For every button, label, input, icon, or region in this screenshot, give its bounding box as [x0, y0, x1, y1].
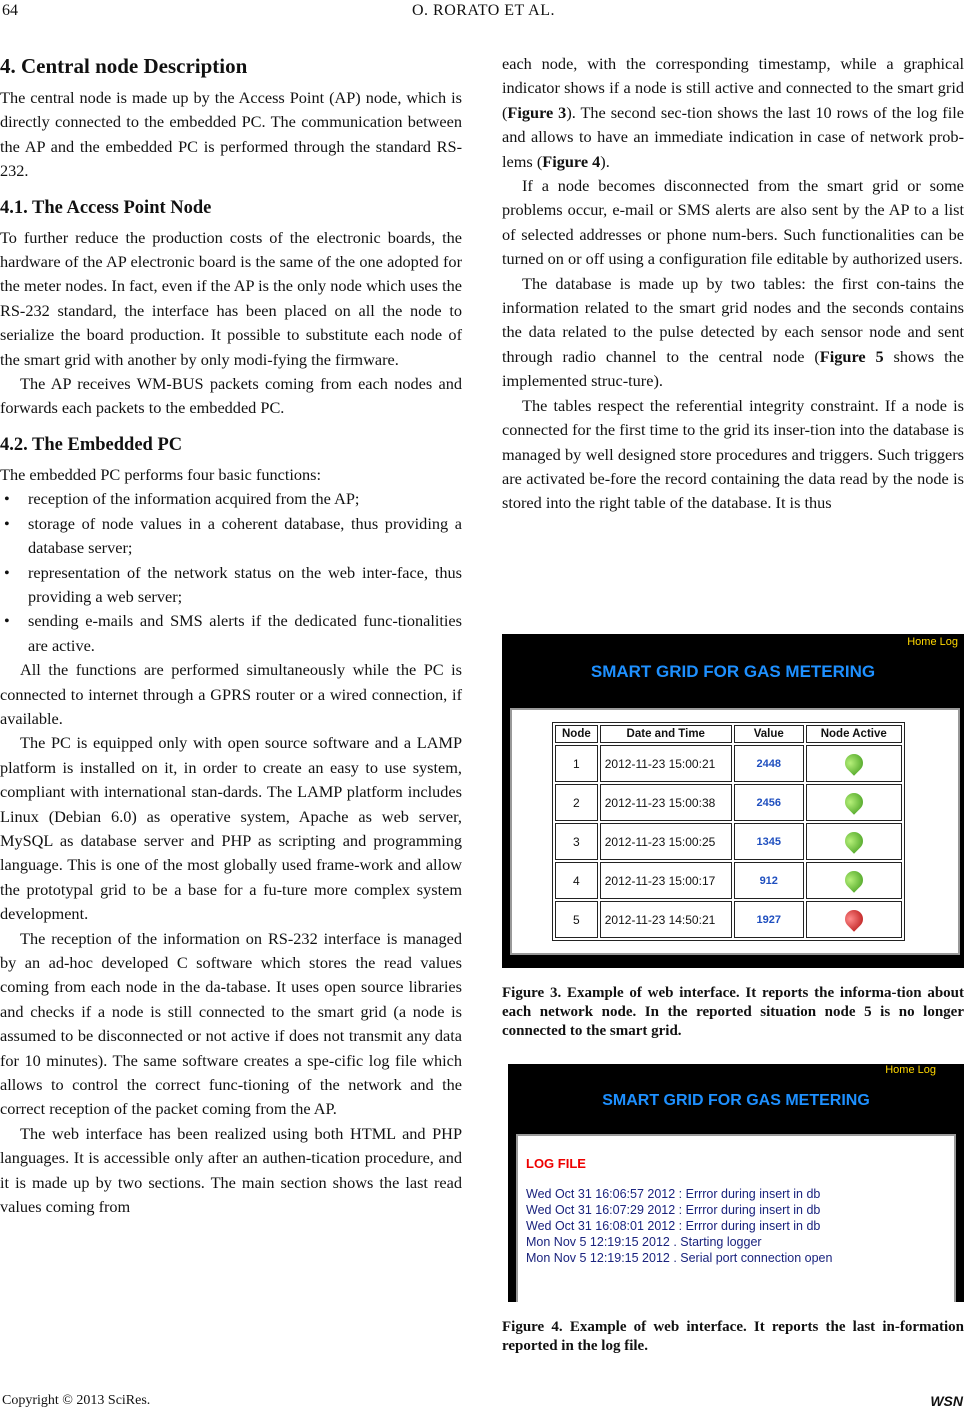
log-line: Wed Oct 31 16:07:29 2012 : Errror during insert in db — [526, 1203, 821, 1217]
column-header-datetime: Date and Time — [600, 725, 732, 743]
node-id: 4 — [555, 862, 598, 899]
node-table — [552, 722, 905, 941]
column-header-value: Value — [734, 725, 804, 743]
node-id: 2 — [555, 784, 598, 821]
app-title: SMART GRID FOR GAS METERING — [590, 662, 876, 681]
timestamp: 2012-11-23 14:50:21 — [600, 901, 732, 938]
list-item — [4, 512, 462, 561]
node-id: 3 — [555, 823, 598, 860]
function-list — [0, 487, 462, 658]
paragraph: The database is made up by two tables: the first con-tains the information related to the smart grid nodes and the seconds contains the data related to the pulse detected by each sensor node and sent through radio channel to the central node (Figure 5 shows the implemented struc-ture). — [502, 273, 964, 391]
log-line: Mon Nov 5 12:19:15 2012 . Serial port connection open — [526, 1251, 833, 1265]
figure-reference: Figure 4 — [542, 151, 601, 171]
running-header — [0, 0, 967, 30]
paragraph: The AP receives WM-BUS packets coming from each nodes and forwards each packets to the embedded PC. — [0, 374, 462, 418]
table-row — [555, 745, 902, 782]
paragraph: To further reduce the production costs of the electronic boards, the hardware of the AP electronic board is the same of the one adopted for the meter nodes. In fact, even if the AP is the only node which uses the RS-232 standard, the interface has been placed on all the node to serialize the board production. It possible to substitute each node of the smart grid with another by only modi-fying the firmware. — [0, 227, 462, 369]
figure-reference: Figure 3 — [507, 102, 567, 122]
log-heading: LOG FILE — [526, 1156, 586, 1171]
table-row — [555, 823, 902, 860]
active-marker-icon — [841, 750, 866, 775]
meter-value: 1927 — [734, 901, 804, 938]
timestamp: 2012-11-23 15:00:25 — [600, 823, 732, 860]
paragraph: If a node becomes disconnected from the smart grid or some problems occur, e-mail or SMS alerts are also sent by the AP to a list of selected addresses or phone num-bers. Such functionalities can be turned on or off using a configuration file editable by authorized users. — [502, 176, 964, 269]
column-header-node: Node — [555, 725, 598, 743]
list-item-text: sending e-mails and SMS alerts if the dedicated func-tionalities are active. — [28, 611, 462, 655]
timestamp: 2012-11-23 15:00:38 — [600, 784, 732, 821]
paragraph: The web interface has been realized using both HTML and PHP languages. It is accessible only after an authen-tication procedure, and it is made up by two sections. The main section shows the last read values coming from — [0, 1123, 462, 1217]
log-line: Mon Nov 5 12:19:15 2012 . Starting logger — [526, 1235, 762, 1249]
right-column — [502, 52, 964, 516]
log-lines — [526, 1186, 832, 1266]
figure-3-screenshot — [502, 634, 964, 968]
active-marker-icon — [841, 789, 866, 814]
paragraph: The central node is made up by the Access Point (AP) node, which is directly connected to the embedded PC. The communication between the AP and the embedded PC is performed through the standard RS-232. — [0, 88, 462, 181]
bullet-icon: • — [4, 489, 10, 509]
table-row — [555, 862, 902, 899]
list-item — [4, 609, 462, 658]
paragraph: The embedded PC performs four basic functions: — [0, 464, 322, 484]
paragraph: each node, with the corresponding timestamp, while a graphical indicator shows if a node is still active and connected to the smart grid (Figure 3). The second sec-tion shows the last 10 rows of the log file and allows to have an immediate indication in case of network prob-lems (Figure 4). — [502, 54, 964, 171]
figure-4-caption: Figure 4. Example of web interface. It reports the last in-formation reported in the log file. — [502, 1319, 964, 1354]
left-column — [0, 52, 462, 1219]
running-authors: O. RORATO ET AL. — [412, 2, 555, 19]
column-header-active: Node Active — [806, 725, 902, 743]
content-panel — [510, 708, 960, 955]
list-item-text: storage of node values in a coherent database, thus providing a database server; — [28, 513, 462, 558]
figure-3-caption: Figure 3. Example of web interface. It reports the informa-tion about each network node. In the reported situation node 5 is no longer connected to the smart grid. — [502, 985, 964, 1039]
paragraph: All the functions are performed simultaneously while the PC is connected to internet through a GPRS router or a wired connection, if available. — [0, 660, 462, 728]
meter-value: 912 — [734, 862, 804, 899]
section-title: 4. Central node Description — [0, 54, 248, 78]
list-item-text: representation of the network status on the web inter-face, thus providing a web server; — [28, 562, 462, 606]
node-id: 5 — [555, 901, 598, 938]
page-number: 64 — [2, 2, 18, 19]
nav-links: Home Log — [885, 1064, 936, 1076]
paragraph: The tables respect the referential integrity constraint. If a node is connected for the first time to the grid its inser-tion into the database is managed by well designed store procedures and triggers. Such triggers are activated be-fore the record containing the data read by the node is stored into the right table of the database. It is thus — [502, 395, 964, 513]
bullet-icon: • — [4, 611, 10, 631]
figure-4-screenshot — [508, 1064, 964, 1302]
bullet-icon: • — [4, 513, 10, 533]
timestamp: 2012-11-23 15:00:17 — [600, 862, 732, 899]
list-item-text: reception of the information acquired from the AP; — [28, 489, 360, 509]
log-panel — [516, 1134, 956, 1302]
log-line: Wed Oct 31 16:06:57 2012 : Errror during insert in db — [526, 1187, 821, 1201]
timestamp: 2012-11-23 15:00:21 — [600, 745, 732, 782]
nav-links: Home Log — [907, 636, 958, 648]
list-item — [4, 561, 462, 610]
meter-value: 2456 — [734, 784, 804, 821]
active-marker-icon — [841, 867, 866, 892]
log-line: Wed Oct 31 16:08:01 2012 : Errror during insert in db — [526, 1219, 821, 1233]
inactive-marker-icon — [841, 906, 866, 931]
journal-name: WSN — [930, 1393, 963, 1409]
list-item — [4, 487, 462, 511]
subsection-title: 4.1. The Access Point Node — [0, 197, 212, 218]
table-row — [555, 901, 902, 938]
meter-value: 1345 — [734, 823, 804, 860]
app-title: SMART GRID FOR GAS METERING — [602, 1092, 870, 1109]
node-id: 1 — [555, 745, 598, 782]
subsection-title: 4.2. The Embedded PC — [0, 434, 183, 455]
paragraph: The reception of the information on RS-232 interface is managed by an ad-hoc developed C software which stores the read values coming from each node in the da-tabase. It uses open source libraries and checks if a node is still connected to the smart grid (a node is assumed to be disconnected or not active if does not transmit any data for 10 minutes). The same software creates a spe-cific log file which allows to control the correct func-tioning of the network and the correct reception of the packet coming from the AP. — [0, 928, 462, 1119]
meter-value: 2448 — [734, 745, 804, 782]
table-row — [555, 784, 902, 821]
figure-reference: Figure 5 — [819, 346, 884, 366]
active-marker-icon — [841, 828, 866, 853]
bullet-icon: • — [4, 562, 10, 582]
paragraph: The PC is equipped only with open source software and a LAMP platform is installed on it, in order to create an easy to use system, compliant with international stan-dards. The LAMP platform includes Linux (Debian 6.0) as operative system, Apache as web server, MySQL as database server and PHP as scripting and programming language. This is one of the most globally used frame-work and allow the prototypal grid to be a base for a fu-ture more complex system development. — [0, 733, 462, 924]
copyright-notice: Copyright © 2013 SciRes. — [2, 1393, 151, 1408]
table-header-row — [555, 725, 902, 743]
